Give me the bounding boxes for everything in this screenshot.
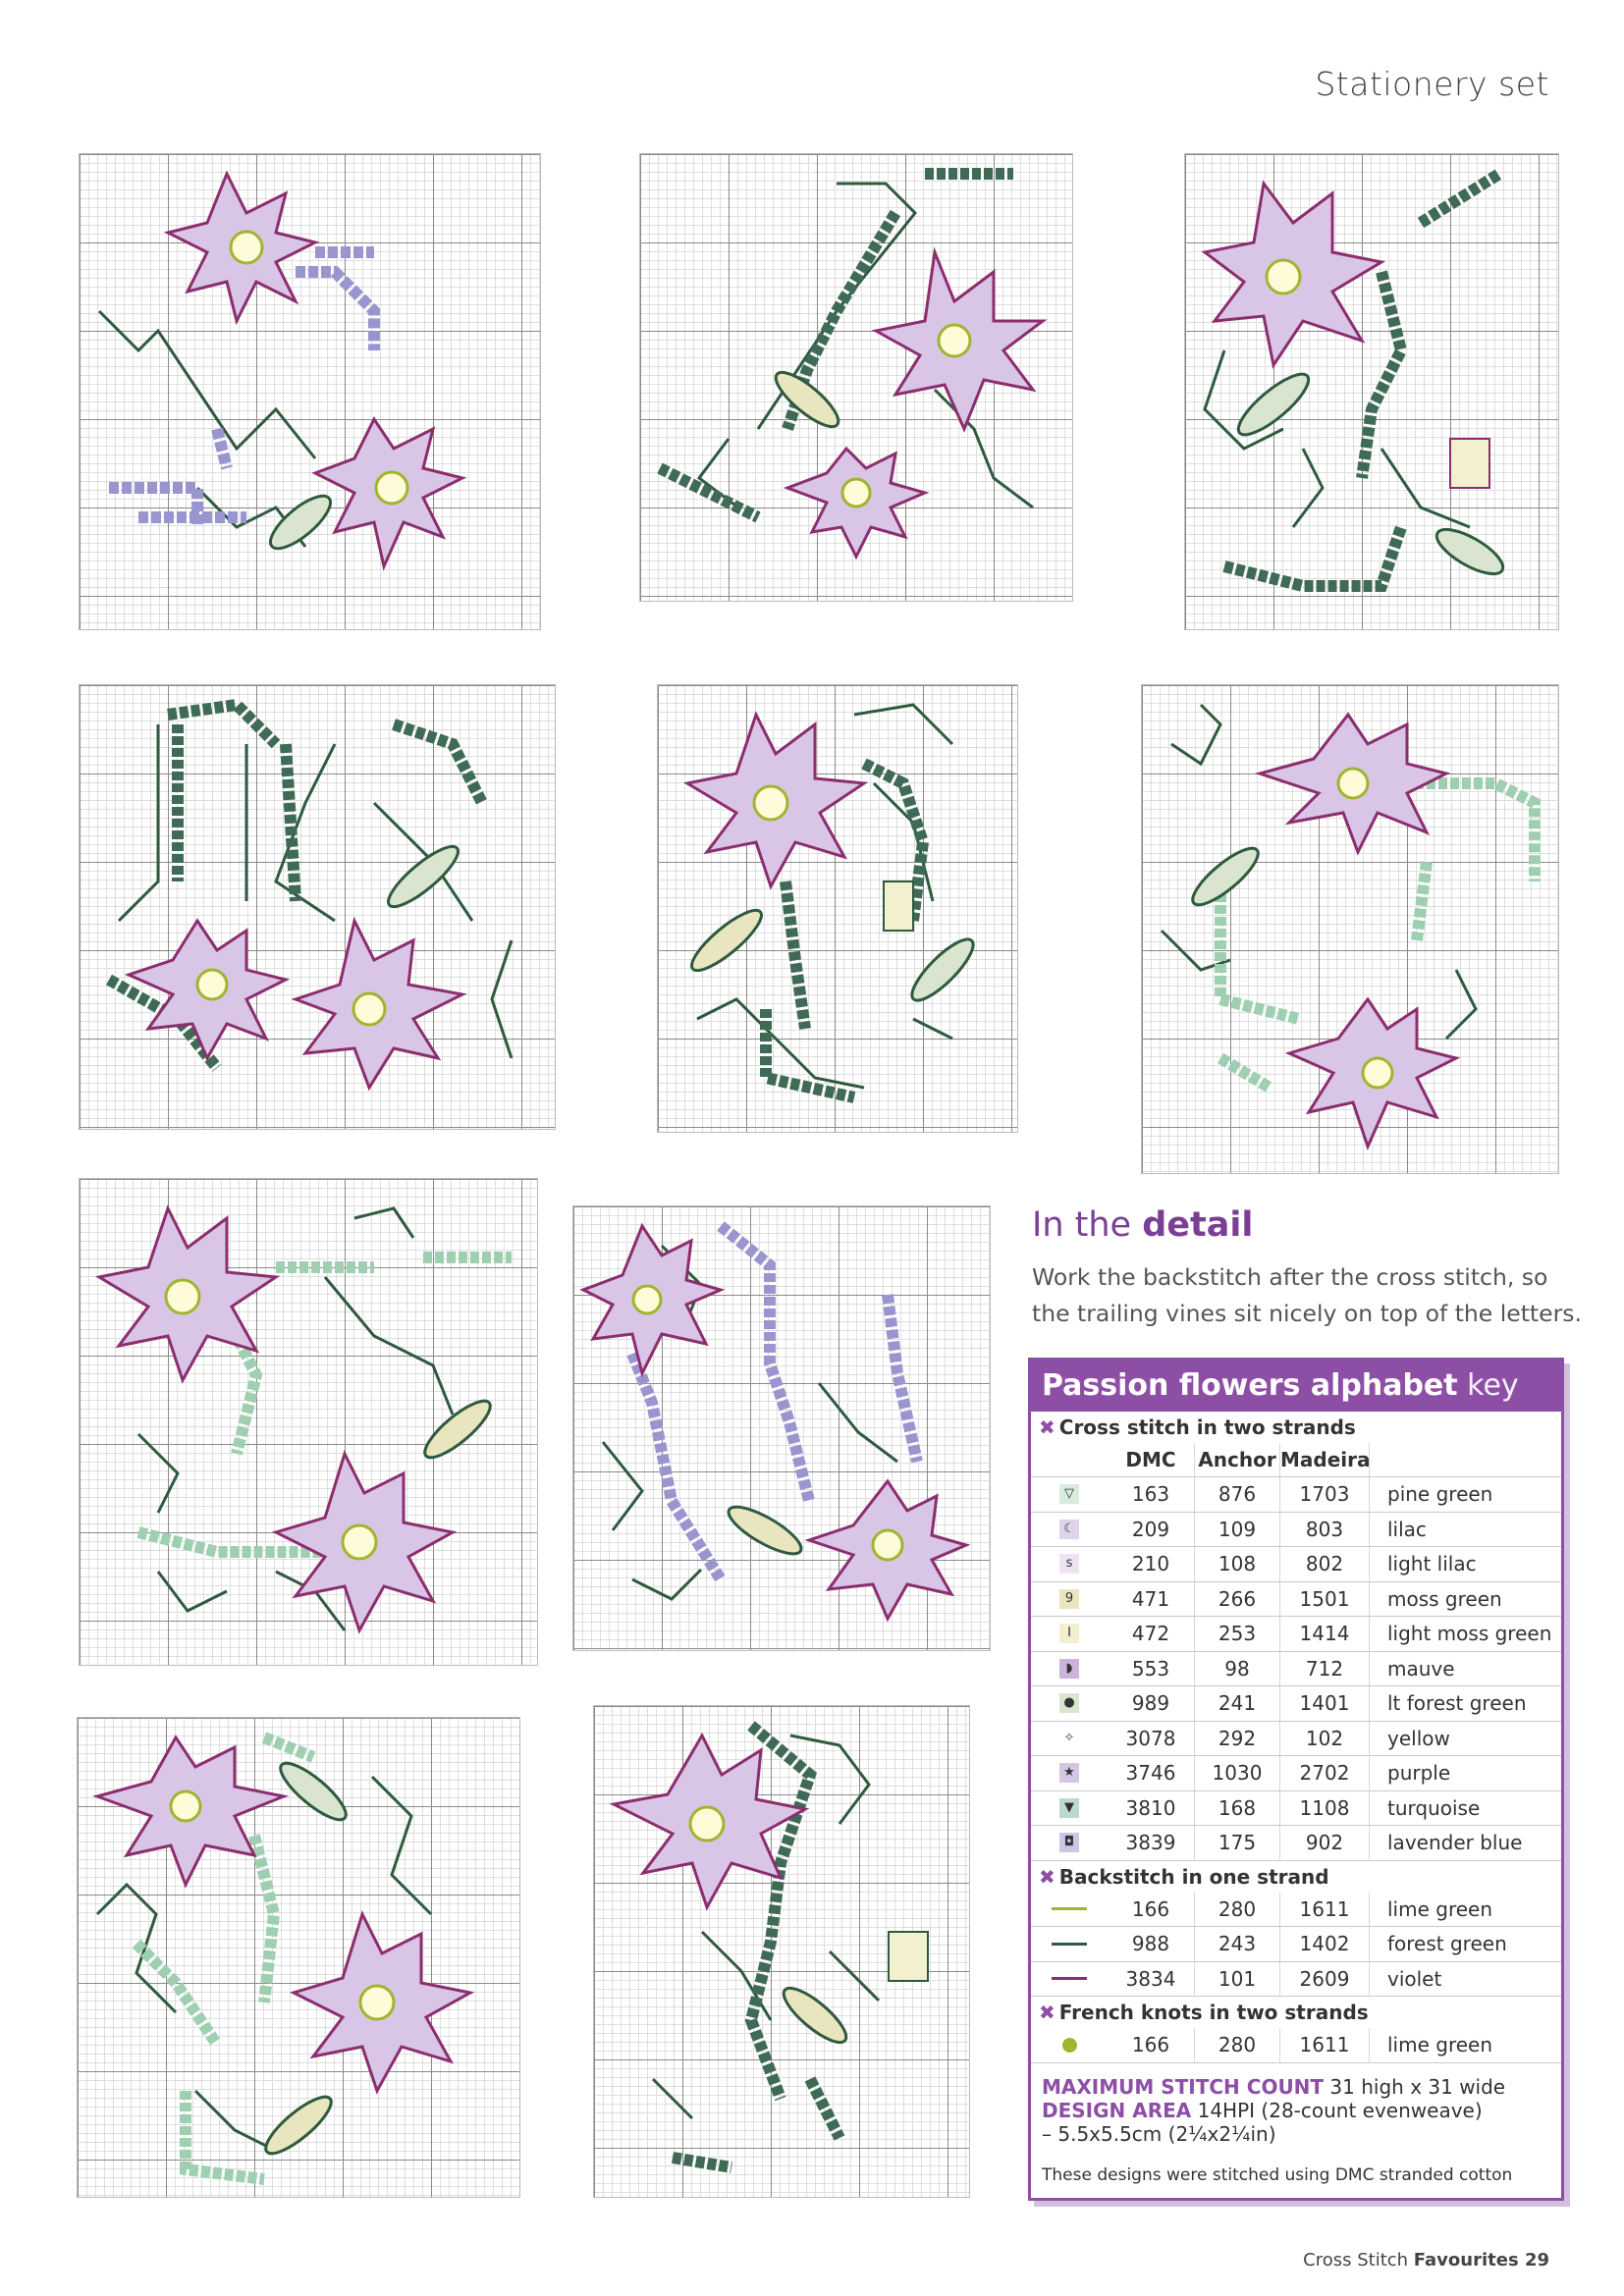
cross-row: [1031, 1513, 1561, 1548]
dmc-value: 3746: [1108, 1756, 1195, 1790]
dmc-value: 3078: [1108, 1722, 1195, 1756]
back-row: [1031, 1962, 1561, 1998]
knot-row: [1031, 2028, 1561, 2063]
anchor-value: 876: [1195, 1477, 1280, 1512]
anchor-value: 109: [1195, 1513, 1280, 1547]
chart-art: [640, 154, 1072, 601]
key-column-headers: DMC Anchor Madeira: [1031, 1443, 1561, 1477]
cross-row: [1031, 1722, 1561, 1757]
stitch-symbol-icon: ▼: [1059, 1798, 1079, 1818]
backstitch-line-icon: [1052, 1943, 1087, 1946]
madeira-value: 902: [1280, 1826, 1370, 1860]
color-name: light lilac: [1387, 1552, 1477, 1576]
backstitch-line-icon: [1052, 1977, 1087, 1980]
dmc-value: 3810: [1108, 1791, 1195, 1826]
madeira-value: 802: [1280, 1547, 1370, 1581]
madeira-value: 1402: [1280, 1927, 1370, 1961]
anchor-value: 168: [1195, 1791, 1280, 1826]
back-row: [1031, 1927, 1561, 1962]
detail-heading: In the detail: [1032, 1205, 1254, 1245]
anchor-value: 241: [1195, 1686, 1280, 1721]
french-knots-heading: ✖ French knots in two strands: [1039, 2001, 1369, 2024]
chart-letter-2: [639, 153, 1073, 602]
cross-row: [1031, 1477, 1561, 1513]
color-name: lavender blue: [1387, 1831, 1523, 1855]
chart-letter-9: [77, 1717, 520, 2198]
madeira-value: 712: [1280, 1652, 1370, 1686]
dmc-value: 166: [1108, 1893, 1195, 1927]
stitch-symbol-icon: ✧: [1059, 1729, 1079, 1748]
dmc-value: 3839: [1108, 1826, 1195, 1860]
cross-row: [1031, 1756, 1561, 1791]
chart-art: [80, 1179, 537, 1665]
dmc-value: 553: [1108, 1652, 1195, 1686]
anchor-value: 101: [1195, 1962, 1280, 1997]
color-name: purple: [1387, 1761, 1451, 1786]
anchor-value: 292: [1195, 1722, 1280, 1756]
french-knot-rows: [1031, 2028, 1561, 2063]
dmc-value: 166: [1108, 2028, 1195, 2062]
madeira-value: 1611: [1280, 1893, 1370, 1927]
dmc-value: 988: [1108, 1927, 1195, 1961]
backstitch-rows: [1031, 1893, 1561, 1998]
dmc-value: 163: [1108, 1477, 1195, 1512]
section-title: Stationery set: [1315, 65, 1549, 103]
design-area-size: – 5.5x5.5cm (2¼x2¼in): [1042, 2121, 1276, 2146]
color-name: lime green: [1387, 2033, 1493, 2057]
chart-art: [80, 685, 555, 1129]
stitch-symbol-icon: ▽: [1059, 1484, 1079, 1504]
color-name: moss green: [1387, 1586, 1502, 1611]
chart-letter-3: [1184, 153, 1559, 630]
page-footer: Cross Stitch Favourites 29: [1303, 2250, 1549, 2270]
stitch-symbol-icon: 9: [1059, 1589, 1079, 1609]
chart-art: [80, 154, 540, 629]
madeira-value: 1108: [1280, 1791, 1370, 1826]
chart-art: [658, 685, 1017, 1132]
stitch-symbol-icon: s: [1059, 1554, 1079, 1574]
anchor-value: 253: [1195, 1617, 1280, 1651]
color-name: mauve: [1387, 1656, 1455, 1681]
color-name: pine green: [1387, 1482, 1493, 1507]
dmc-value: 989: [1108, 1686, 1195, 1721]
madeira-value: 2609: [1280, 1962, 1370, 1997]
cross-stitch-rows: [1031, 1477, 1561, 1861]
madeira-value: 1501: [1280, 1582, 1370, 1617]
key-title: Passion flowers alphabet key: [1031, 1361, 1561, 1412]
cross-row: [1031, 1826, 1561, 1861]
max-stitch-count: MAXIMUM STITCH COUNT 31 high x 31 wide: [1042, 2074, 1506, 2099]
french-knot-icon: [1062, 2038, 1077, 2053]
backstitch-heading: ✖ Backstitch in one strand: [1039, 1864, 1329, 1889]
cross-row: [1031, 1791, 1561, 1827]
chart-art: [1142, 685, 1558, 1173]
color-name: turquoise: [1387, 1795, 1481, 1820]
cross-row: [1031, 1652, 1561, 1687]
madeira-value: 1703: [1280, 1477, 1370, 1512]
stitch-symbol-icon: ☾: [1059, 1520, 1079, 1539]
stitch-symbol-icon: ★: [1059, 1763, 1079, 1783]
stitch-symbol-icon: ●: [1059, 1693, 1079, 1713]
chart-art: [594, 1706, 969, 2197]
stitch-symbol-icon: ◗: [1059, 1659, 1079, 1679]
detail-body: Work the backstitch after the cross stitch, so the trailing vines sit nicely on top of the letters.: [1032, 1263, 1582, 1327]
chart-letter-8: [572, 1205, 991, 1651]
cross-stitch-heading: ✖ Cross stitch in two strands: [1039, 1415, 1356, 1439]
anchor-value: 175: [1195, 1826, 1280, 1860]
anchor-value: 98: [1195, 1652, 1280, 1686]
color-name: lime green: [1387, 1896, 1493, 1921]
dmc-value: 210: [1108, 1547, 1195, 1581]
stitch-symbol-icon: ◘: [1059, 1833, 1079, 1852]
cross-row: [1031, 1617, 1561, 1652]
color-name: violet: [1387, 1966, 1442, 1991]
cross-row: [1031, 1547, 1561, 1582]
back-row: [1031, 1893, 1561, 1928]
chart-letter-1: [79, 153, 541, 630]
cross-row: [1031, 1686, 1561, 1722]
anchor-value: 108: [1195, 1547, 1280, 1581]
madeira-value: 102: [1280, 1722, 1370, 1756]
chart-letter-4: [79, 684, 556, 1130]
backstitch-line-icon: [1052, 1907, 1087, 1910]
madeira-value: 803: [1280, 1513, 1370, 1547]
cross-row: [1031, 1582, 1561, 1618]
color-name: forest green: [1387, 1932, 1507, 1956]
dmc-value: 472: [1108, 1617, 1195, 1651]
key-stats: [1031, 2063, 1561, 2187]
key-panel: [1028, 1358, 1564, 2201]
dmc-value: 471: [1108, 1582, 1195, 1617]
anchor-value: 1030: [1195, 1756, 1280, 1790]
madeira-value: 1611: [1280, 2028, 1370, 2062]
madeira-value: 2702: [1280, 1756, 1370, 1790]
chart-letter-7: [79, 1178, 538, 1666]
color-name: lilac: [1387, 1517, 1427, 1541]
chart-art: [78, 1718, 519, 2197]
chart-letter-5: [657, 684, 1018, 1133]
chart-letter-10: [593, 1705, 970, 2198]
anchor-value: 280: [1195, 2028, 1280, 2062]
anchor-value: 266: [1195, 1582, 1280, 1617]
color-name: light moss green: [1387, 1622, 1552, 1646]
color-name: yellow: [1387, 1726, 1450, 1750]
color-name: lt forest green: [1387, 1691, 1527, 1716]
thread-note: These designs were stitched using DMC stranded cotton: [1042, 2164, 1513, 2185]
chart-art: [573, 1206, 990, 1650]
chart-art: [1185, 154, 1558, 629]
anchor-value: 243: [1195, 1927, 1280, 1961]
dmc-value: 209: [1108, 1513, 1195, 1547]
madeira-value: 1401: [1280, 1686, 1370, 1721]
chart-letter-6: [1141, 684, 1559, 1174]
dmc-value: 3834: [1108, 1962, 1195, 1997]
design-area: DESIGN AREA 14HPI (28-count evenweave): [1042, 2098, 1483, 2122]
stitch-symbol-icon: I: [1059, 1624, 1079, 1643]
madeira-value: 1414: [1280, 1617, 1370, 1651]
anchor-value: 280: [1195, 1893, 1280, 1927]
